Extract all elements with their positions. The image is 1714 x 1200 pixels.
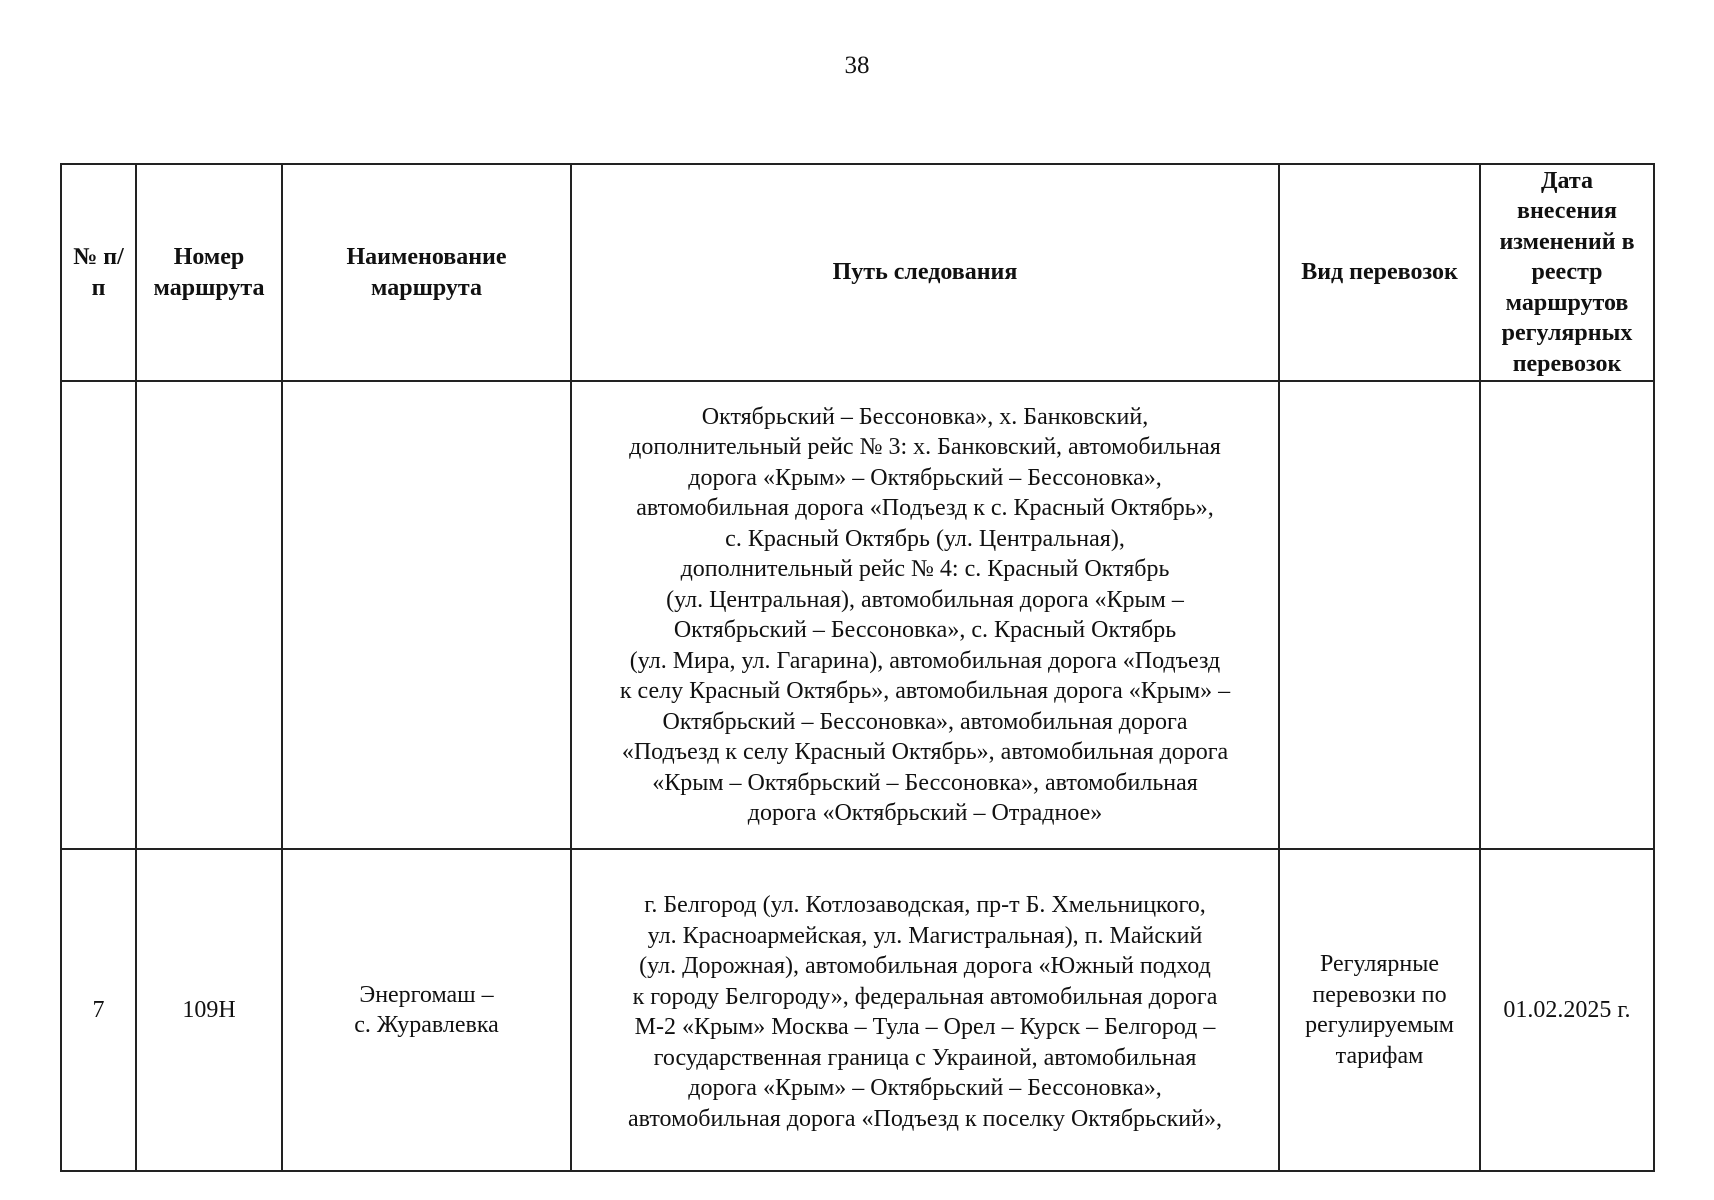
cell-date [1480, 381, 1654, 849]
path-line: дорога «Октябрьский – Отрадное» [747, 800, 1103, 826]
transport-type-line: перевозки по [1312, 981, 1447, 1008]
header-path: Путь следования [571, 164, 1279, 381]
path-line: ул. Красноармейская, ул. Магистральная), п. Майский [647, 922, 1203, 949]
header-transport-type: Вид перевозок [1279, 164, 1480, 381]
table-row-route-7 [61, 849, 1654, 1171]
route-name-line: Энергомаш – [359, 981, 494, 1008]
cell-transport-type [1279, 381, 1480, 849]
route-name-line: с. Журавлевка [354, 1012, 499, 1038]
path-line: автомобильная дорога «Подъезд к поселку Октябрьский», [627, 1105, 1222, 1132]
cell-route-number: 109Н [136, 849, 282, 1171]
path-line: Октябрьский – Бессоновка», х. Банковский, [701, 403, 1149, 430]
path-line: «Подъезд к селу Красный Октябрь», автомобильная дорога [621, 739, 1229, 765]
cell-path [571, 849, 1279, 1171]
path-line: дорога «Крым» – Октябрьский – Бессоновка», [688, 1075, 1162, 1101]
transport-type-line: Регулярные [1319, 951, 1440, 977]
path-line: к селу Красный Октябрь», автомобильная дорога «Крым» – [619, 678, 1231, 704]
header-route-name: Наименование маршрута [282, 164, 571, 381]
path-line: (ул. Центральная), автомобильная дорога «Крым – [666, 586, 1184, 613]
header-route-number: Номер маршрута [136, 164, 282, 381]
cell-route-name [282, 849, 571, 1171]
table-row-continued [61, 381, 1654, 849]
header-date: Дата внесения изменений в реестр маршрутов регулярных перевозок [1480, 164, 1654, 381]
routes-registry-table [60, 163, 1655, 1172]
path-line: М-2 «Крым» Москва – Тула – Орел – Курск – Белгород – [634, 1014, 1216, 1040]
cell-no [61, 381, 136, 849]
header-no: № п/п [61, 164, 136, 381]
path-line: к городу Белгороду», федеральная автомобильная дорога [632, 983, 1218, 1010]
path-line: (ул. Дорожная), автомобильная дорога «Южный подход [639, 953, 1211, 979]
page-number: 38 [844, 52, 870, 79]
path-line: с. Красный Октябрь (ул. Центральная), [725, 525, 1125, 552]
path-line: дополнительный рейс № 4: с. Красный Октябрь [680, 556, 1170, 582]
path-line: дополнительный рейс № 3: х. Банковский, автомобильная [629, 434, 1221, 460]
cell-route-name [282, 381, 571, 849]
cell-route-number [136, 381, 282, 849]
path-line: г. Белгород (ул. Котлозаводская, пр-т Б. Хмельницкого, [644, 892, 1206, 918]
path-line: Октябрьский – Бессоновка», с. Красный Октябрь [673, 617, 1177, 643]
cell-path [571, 381, 1279, 849]
transport-type-line: тарифам [1335, 1042, 1424, 1069]
cell-no: 7 [61, 849, 136, 1171]
path-line: Октябрьский – Бессоновка», автомобильная дорога [662, 708, 1188, 735]
path-line: автомобильная дорога «Подъезд к с. Красный Октябрь», [636, 495, 1214, 521]
path-line: «Крым – Октябрьский – Бессоновка», автомобильная [652, 769, 1198, 796]
transport-type-line: регулируемым [1305, 1012, 1454, 1038]
cell-transport-type [1279, 849, 1480, 1171]
path-line: государственная граница с Украиной, автомобильная [653, 1044, 1197, 1071]
path-line: (ул. Мира, ул. Гагарина), автомобильная дорога «Подъезд [629, 647, 1221, 674]
cell-date: 01.02.2025 г. [1480, 849, 1654, 1171]
path-line: дорога «Крым» – Октябрьский – Бессоновка», [688, 464, 1162, 491]
table-header-row [61, 164, 1654, 381]
